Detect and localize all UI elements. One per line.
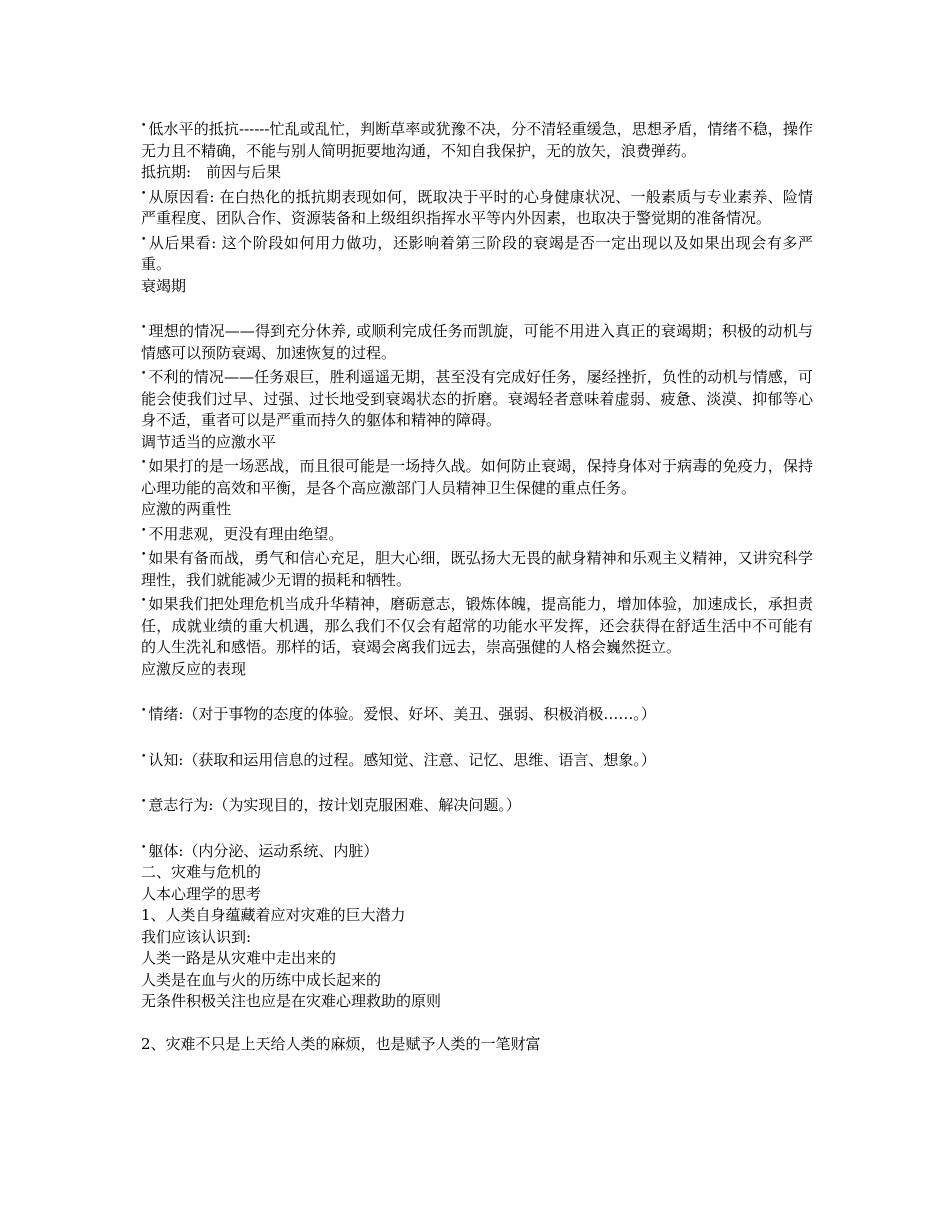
section-heading: 应激反应的表现	[141, 659, 247, 678]
paragraph-gap	[141, 1013, 813, 1034]
section-heading: 二、灾难与危机的	[141, 863, 262, 881]
document-page	[141, 116, 813, 1055]
paragraph-gap	[141, 680, 813, 701]
bullet-icon: •	[141, 797, 147, 807]
paragraph-gap	[141, 817, 813, 838]
section-heading: 调节适当的应激水平	[141, 432, 277, 451]
bullet-text: 如果有备而战，勇气和信心充足，胆大心细，既弘扬大无畏的献身精神和乐观主义精神，又讲究科学理性，我们就能减少无谓的损耗和牺牲。	[141, 549, 813, 589]
bullet-text: 认知:（获取和运用信息的过程。感知觉、注意、记忆、思维、语言、想象。）	[148, 750, 656, 769]
paragraph-gap	[141, 297, 813, 318]
section-heading: 1、人类自身蕴藏着应对灾难的巨大潜力	[141, 906, 406, 924]
bullet-icon: •	[141, 121, 147, 131]
bullet-text: 情绪:（对于事物的态度的体验。爱恨、好坏、美丑、强弱、积极消极……。）	[148, 705, 656, 723]
section-heading: 无条件积极关注也应是在灾难心理救助的原则	[141, 992, 442, 1010]
bullet-icon: •	[141, 842, 147, 853]
bullet-text: 从原因看: 在白热化的抵抗期表现如何，既取决于平时的心身健康状况、一般素质与专业素养、险情严重程度、团队合作、资源装备和上级组织指挥水平等内外因素，也取决于警觉期的准备情况。	[141, 187, 813, 227]
section-heading: 衰竭期	[141, 276, 187, 295]
bullet-text: 不利的情况——任务艰巨，胜利遥遥无期，甚至没有完成好任务，屡经挫折，负性的动机与情感，可能会使我们过早、过强、过长地受到衰竭状态的折磨。衰竭轻者意味着虚弱、疲惫、淡漠、抑郁等心身不适，重者可以是严重而持久的躯体和精神的障碍。	[141, 368, 813, 429]
bullet-paragraph	[141, 453, 813, 499]
bullet-text: 理想的情况——得到充分休养, 或顺利完成任务而凯旋，可能不用进入真正的衰竭期；积极的动机与情感可以预防衰竭、加速恢复的过程。	[141, 322, 813, 362]
bullet-paragraph	[141, 838, 813, 863]
bullet-icon: •	[141, 234, 147, 245]
bullet-paragraph	[141, 230, 813, 276]
paragraph-gap	[141, 726, 813, 747]
bullet-paragraph	[141, 521, 813, 546]
section-heading: 人类一路是从灾难中走出来的	[141, 949, 337, 967]
bullet-paragraph	[141, 792, 813, 817]
section-heading: 应激的两重性	[141, 500, 232, 518]
bullet-text: 不用悲观，更没有理由绝望。	[148, 524, 344, 543]
bullet-paragraph	[141, 545, 813, 591]
bullet-paragraph	[141, 701, 813, 726]
bullet-icon: •	[141, 751, 147, 762]
section-heading: 抵抗期: 前因与后果	[141, 163, 282, 181]
bullet-icon: •	[141, 596, 147, 606]
bullet-paragraph	[141, 747, 813, 772]
bullet-text: 从后果看: 这个阶段如何用力做功，还影响着第三阶段的衰竭是否一定出现以及如果出现会有多严重。	[141, 233, 813, 273]
section-heading: 人类是在血与火的历练中成长起来的	[141, 970, 382, 989]
bullet-icon: •	[141, 458, 147, 468]
section-heading: 我们应该认识到:	[141, 927, 252, 946]
section-heading: 人本心理学的思考	[141, 884, 262, 903]
bullet-paragraph	[141, 184, 813, 230]
bullet-text: 躯体:（内分泌、运动系统、内脏）	[148, 841, 379, 860]
bullet-text: 如果我们把处理危机当成升华精神，磨砺意志，锻炼体魄，提高能力，增加体验，加速成长，承担责任，成就业绩的重大机遇，那么我们不仅会有超常的功能水平发挥，还会获得在舒适生活中不可能有的人生洗礼和感悟。那样的话，衰竭会离我们远去，崇高强健的人格会巍然挺立。	[141, 595, 813, 656]
bullet-icon: •	[141, 525, 147, 536]
section-heading: 2、灾难不只是上天给人类的麻烦，也是赋予人类的一笔财富	[141, 1034, 541, 1053]
bullet-icon: •	[141, 323, 147, 333]
bullet-paragraph	[141, 364, 813, 432]
paragraph-gap	[141, 771, 813, 792]
bullet-icon: •	[141, 188, 147, 199]
bullet-text: 低水平的抵抗------忙乱或乱忙，判断草率或犹豫不决，分不清轻重缓急，思想矛盾，情绪不稳，操作无力且不精确，不能与别人简明扼要地沟通，不知自我保护，无的放矢，浪费弹药。	[141, 120, 813, 160]
bullet-paragraph	[141, 591, 813, 659]
bullet-icon: •	[141, 369, 147, 379]
bullet-paragraph	[141, 318, 813, 364]
bullet-icon: •	[141, 706, 147, 716]
bullet-text: 如果打的是一场恶战，而且很可能是一场持久战。如何防止衰竭，保持身体对于病毒的免疫力，保持心理功能的高效和平衡，是各个高应激部门人员精神卫生保健的重点任务。	[141, 457, 813, 497]
bullet-icon: •	[141, 550, 147, 560]
bullet-paragraph	[141, 116, 813, 162]
bullet-text: 意志行为:（为实现目的，按计划克服困难、解决问题。）	[148, 796, 521, 814]
